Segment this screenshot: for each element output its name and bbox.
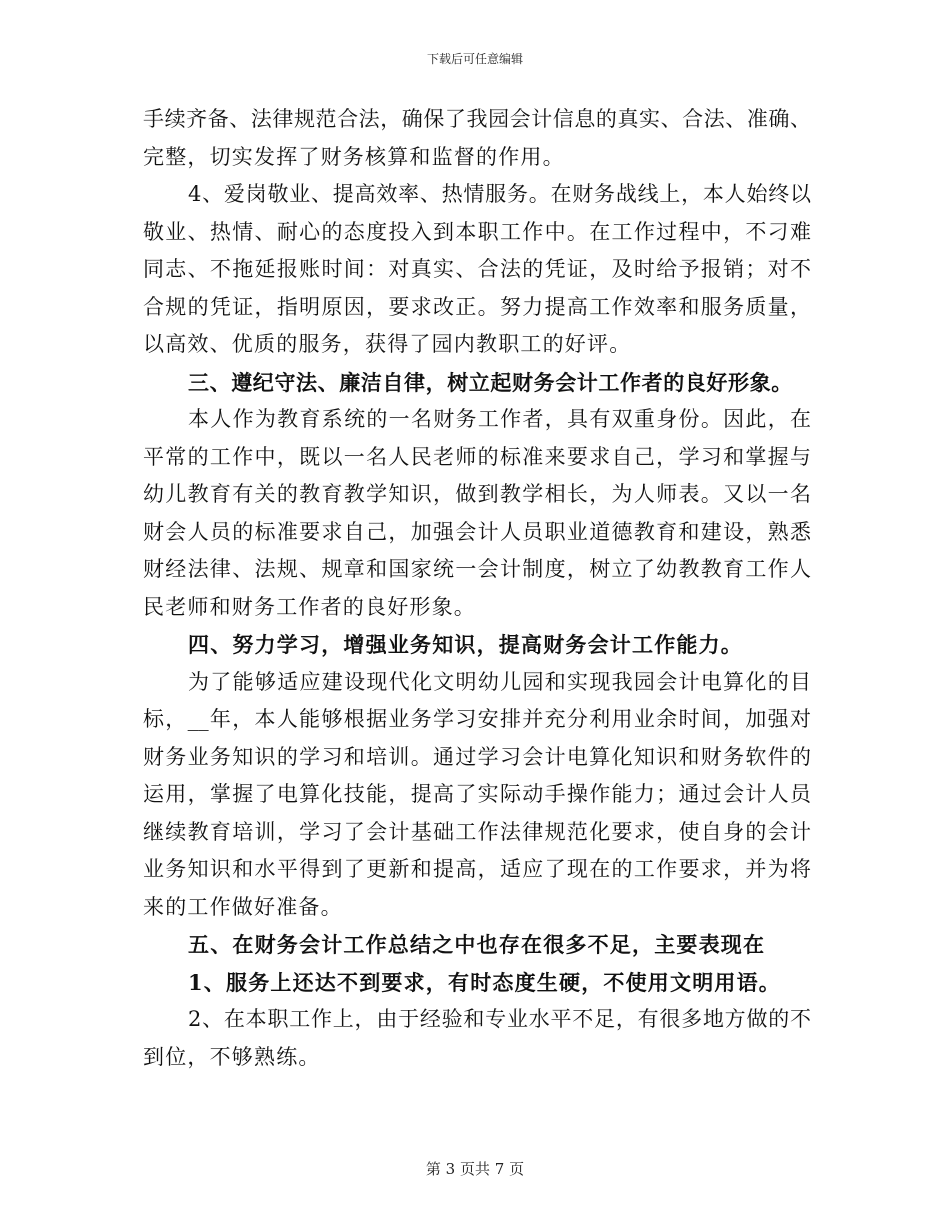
text-line: 同志、不拖延报账时间：对真实、合法的凭证，及时给予报销；对不 (143, 257, 811, 281)
text-line: 本人作为教育系统的一名财务工作者，具有双重身份。因此，在 (188, 407, 811, 431)
page-header: 下载后可任意编辑 (426, 52, 523, 66)
text-line: 完整，切实发挥了财务核算和监督的作用。 (143, 144, 565, 169)
document-body (143, 101, 811, 1076)
text-line: 4、爱岗敬业、提高效率、热情服务。在财务战线上，本人始终以 (188, 182, 811, 206)
text-line: 来的工作做好准备。 (143, 894, 343, 919)
text-line: 财会人员的标准要求自己，加强会计人员职业道德教育和建设，熟悉 (143, 519, 811, 544)
text-line: 业务知识和水平得到了更新和提高，适应了现在的工作要求，并为将 (143, 857, 811, 881)
text-line: 手续齐备、法律规范合法，确保了我园会计信息的真实、合法、准确、 (143, 107, 811, 131)
text-line: 民老师和财务工作者的良好形象。 (143, 594, 476, 619)
text-line: 合规的凭证，指明原因，要求改正。努力提高工作效率和服务质量， (143, 294, 811, 319)
text-line: 为了能够适应建设现代化文明幼儿园和实现我园会计电算化的目 (188, 669, 811, 694)
section-heading: 1、服务上还达不到要求，有时态度生硬，不使用文明用语。 (188, 969, 782, 995)
text-line: 财务业务知识的学习和培训。通过学习会计电算化知识和财务软件的 (143, 744, 811, 769)
section-heading: 五、在财务会计工作总结之中也存在很多不足，主要表现在 (188, 932, 766, 957)
page-footer: 第 3 页共 7 页 (425, 1160, 525, 1178)
text-line: 敬业、热情、耐心的态度投入到本职工作中。在工作过程中，不刁难 (143, 219, 811, 244)
text-line: 标，__年，本人能够根据业务学习安排并充分利用业余时间，加强对 (143, 707, 811, 731)
text-line: 运用，掌握了电算化技能，提高了实际动手操作能力；通过会计人员 (143, 782, 811, 806)
section-heading: 四、努力学习，增强业务知识，提高财务会计工作能力。 (188, 632, 743, 657)
text-line: 平常的工作中，既以一名人民老师的标准来要求自己，学习和掌握与 (143, 444, 811, 469)
text-line: 到位，不够熟练。 (143, 1044, 321, 1069)
text-line: 幼儿教育有关的教育教学知识，做到教学相长，为人师表。又以一名 (143, 482, 811, 506)
text-line: 2、在本职工作上，由于经验和专业水平不足，有很多地方做的不 (188, 1007, 811, 1031)
text-line: 继续教育培训，学习了会计基础工作法律规范化要求，使自身的会计 (143, 819, 811, 844)
section-heading: 三、遵纪守法、廉洁自律，树立起财务会计工作者的良好形象。 (188, 369, 793, 395)
text-line: 财经法律、法规、规章和国家统一会计制度，树立了幼教教育工作人 (143, 557, 811, 581)
text-line: 以高效、优质的服务，获得了园内教职工的好评。 (143, 332, 632, 356)
